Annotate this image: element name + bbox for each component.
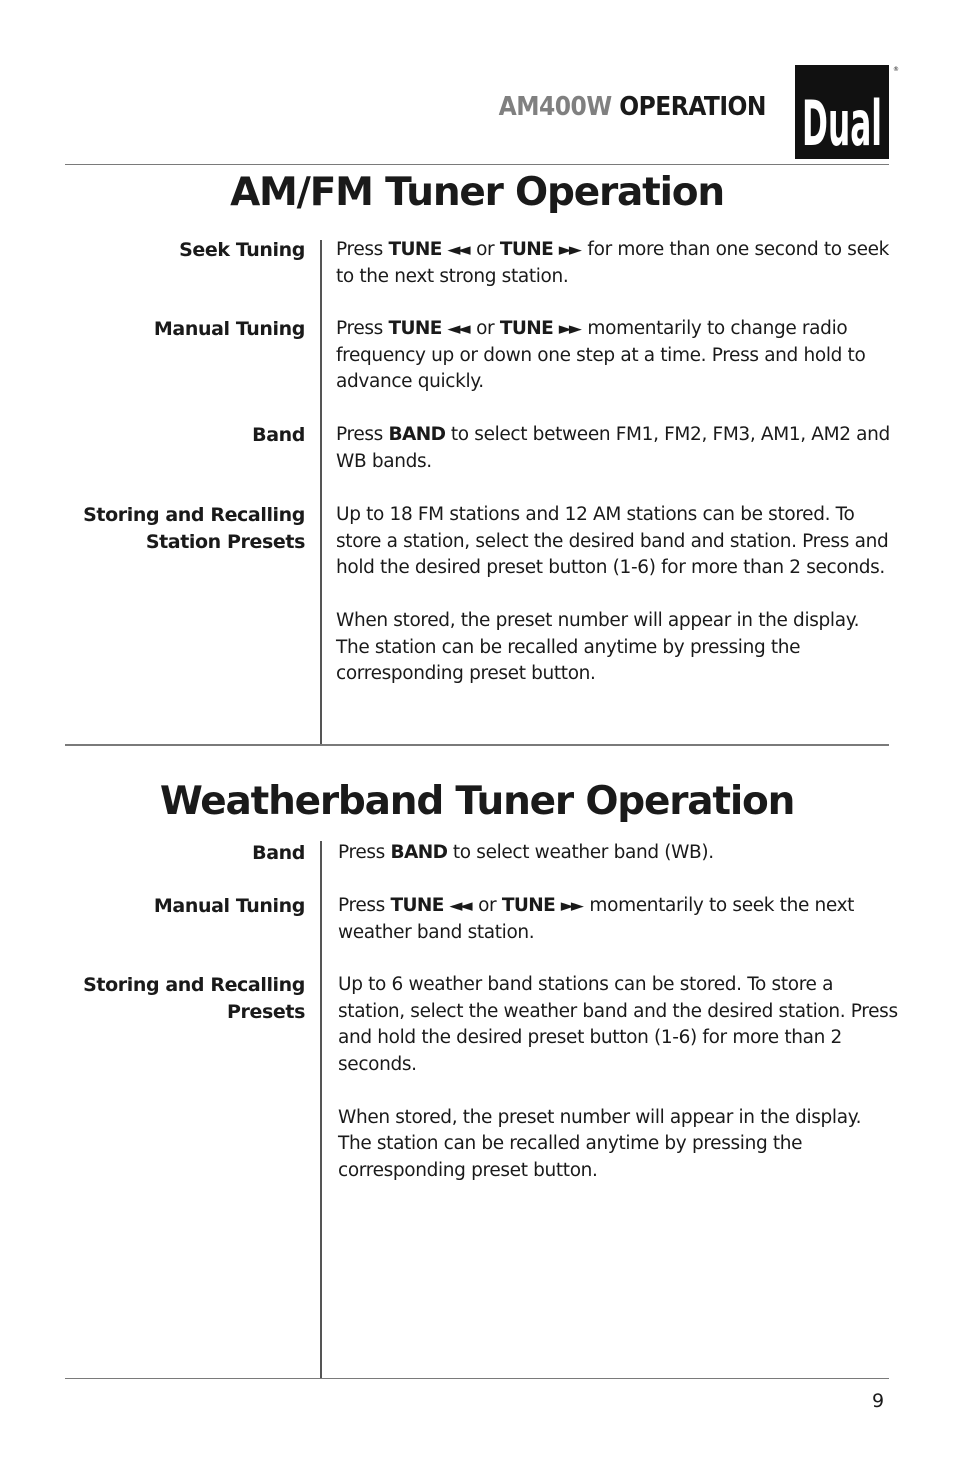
presets-paragraph-store: Up to 6 weather band stations can be stored. To store a station, select the weather band and the desired station. Press and hold the desired preset button (1-6) for more than 2 seconds.	[338, 974, 898, 1075]
label-wb-manual-tuning: Manual Tuning	[153, 895, 305, 917]
desc-seek-tuning: Press TUNE ◄◄ or TUNE ►► for more than one second to seek to the next strong station.	[336, 239, 890, 287]
model-name: AM400W	[498, 92, 612, 122]
desc-band: Press BAND to select between FM1, FM2, FM3, AM1, AM2 and WB bands.	[336, 424, 890, 472]
rewind-icon: ◄◄	[447, 319, 468, 339]
footer-rule	[65, 1378, 889, 1379]
forward-icon: ►►	[560, 896, 581, 916]
section-rule	[65, 744, 889, 746]
section-title-amfm: AM/FM Tuner Operation	[230, 170, 724, 215]
svg-text:®: ®	[893, 66, 899, 73]
label-seek-tuning: Seek Tuning	[179, 239, 305, 261]
header-rule	[65, 164, 889, 165]
rewind-icon: ◄◄	[447, 240, 468, 260]
label-wb-presets: Storing and Recalling Presets	[83, 974, 305, 1023]
logo-text: Dual	[802, 87, 882, 160]
desc-wb-presets	[338, 972, 898, 1184]
desc-wb-manual-tuning: Press TUNE ◄◄ or TUNE ►► momentarily to seek the next weather band station.	[338, 895, 855, 943]
desc-station-presets	[336, 502, 896, 688]
label-wb-band: Band	[252, 842, 305, 864]
section-title-weatherband: Weatherband Tuner Operation	[159, 779, 795, 824]
rewind-icon: ◄◄	[449, 896, 470, 916]
desc-wb-band: Press BAND to select weather band (WB).	[338, 842, 714, 863]
label-manual-tuning: Manual Tuning	[153, 318, 305, 340]
presets-paragraph-store: Up to 18 FM stations and 12 AM stations can be stored. To store a station, select the desired band and station. Press and hold the desired preset button (1-6) for more than 2 seconds.	[336, 504, 889, 578]
label-band: Band	[252, 424, 305, 446]
header-title	[499, 92, 766, 122]
dual-logo	[795, 65, 899, 160]
label-station-presets: Storing and Recalling Station Presets	[83, 504, 305, 553]
presets-paragraph-recall: When stored, the preset number will appear in the display. The station can be recalled anytime by pressing the corresponding preset button.	[336, 610, 860, 684]
column-divider	[320, 841, 322, 1378]
forward-icon: ►►	[558, 319, 579, 339]
forward-icon: ►►	[558, 240, 579, 260]
desc-manual-tuning: Press TUNE ◄◄ or TUNE ►► momentarily to change radio frequency up or down one step at a time. Press and hold to advance quickly.	[336, 318, 866, 392]
presets-paragraph-recall: When stored, the preset number will appear in the display. The station can be recalled anytime by pressing the corresponding preset button.	[338, 1106, 862, 1181]
operation-label: OPERATION	[619, 92, 766, 122]
column-divider	[320, 240, 322, 745]
page-number: 9	[871, 1390, 885, 1412]
